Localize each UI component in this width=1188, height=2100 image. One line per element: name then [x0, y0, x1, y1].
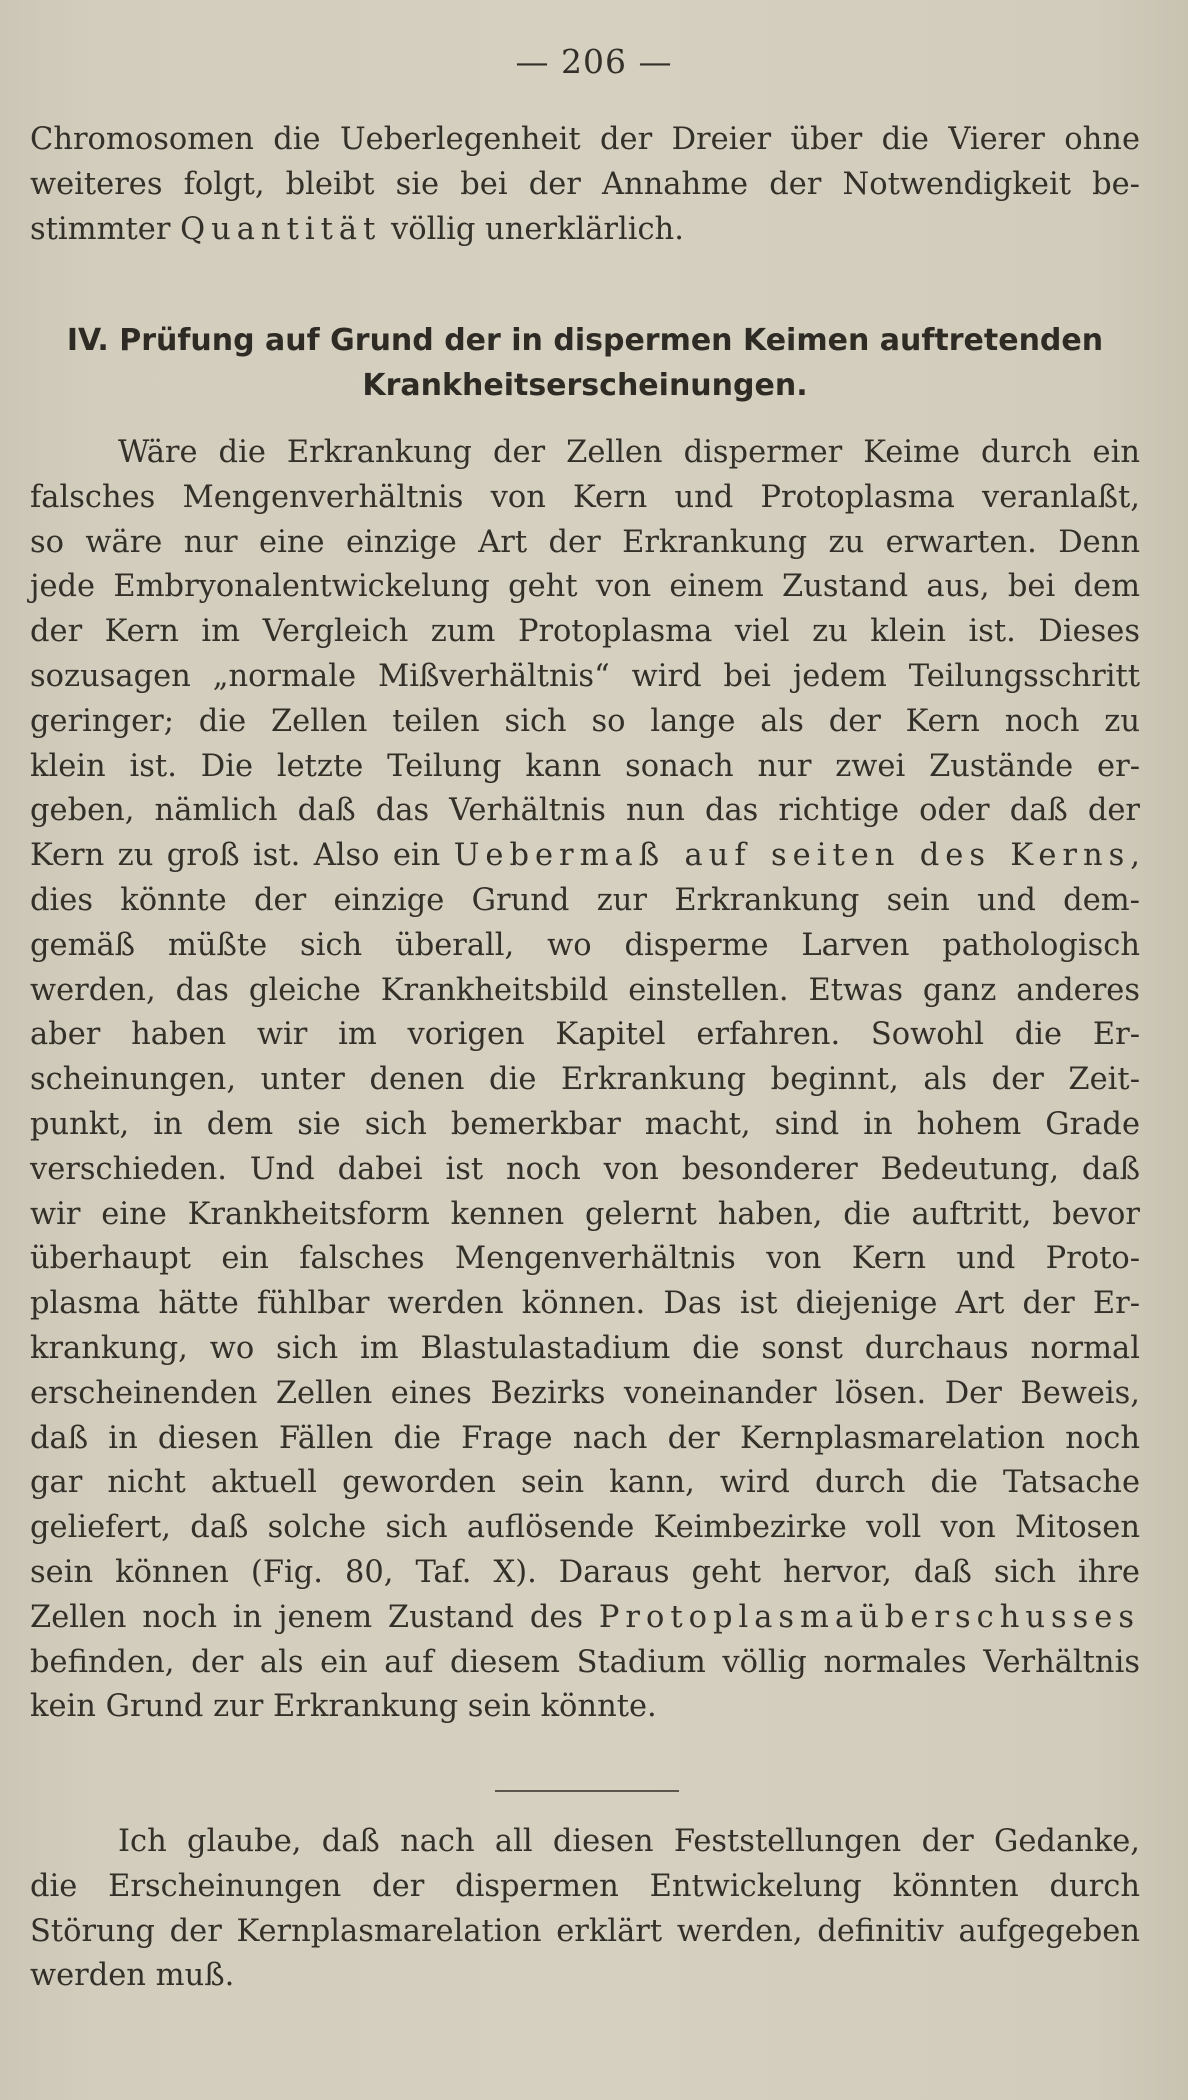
text-line: geben, nämlich daß das Verhältnis nun das richtige oder daß der	[30, 793, 1140, 829]
text-line: geringer; die Zellen teilen sich so lange als der Kern noch zu	[30, 703, 1140, 739]
text-line: sein können (Fig. 80, Taf. X). Daraus geht hervor, daß sich ihre	[30, 1554, 1140, 1590]
text-line: aber haben wir im vorigen Kapitel erfahren. Sowohl die Er-	[30, 1017, 1140, 1053]
text-line: werden, das gleiche Krankheitsbild einstellen. Etwas ganz anderes	[30, 972, 1140, 1008]
text-line: klein ist. Die letzte Teilung kann sonach nur zwei Zustände er-	[30, 748, 1140, 784]
text-line: gemäß müßte sich überall, wo disperme Larven pathologisch	[30, 927, 1140, 963]
text-line: punkt, in dem sie sich bemerkbar macht, sind in hohem Grade	[30, 1106, 1140, 1142]
section-heading	[30, 318, 1140, 408]
text-line: so wäre nur eine einzige Art der Erkrankung zu erwarten. Denn	[30, 524, 1140, 560]
spaced-emphasis: Uebermaß auf seiten des Kerns	[453, 838, 1131, 874]
main-paragraph	[30, 431, 1140, 1730]
spaced-emphasis: Quantität	[180, 211, 382, 247]
text-line: der Kern im Vergleich zum Protoplasma viel zu klein ist. Dieses	[30, 614, 1140, 650]
carryover-paragraph	[30, 118, 1140, 252]
text-line: Kern zu groß ist. Also ein Uebermaß auf seiten des Kerns,	[30, 838, 1140, 874]
text-line: falsches Mengenverhältnis von Kern und Protoplasma veranlaßt,	[30, 479, 1140, 515]
text-line: plasma hätte fühlbar werden können. Das ist diejenige Art der Er-	[30, 1286, 1140, 1322]
spaced-emphasis: Protoplasmaüberschusses	[598, 1599, 1140, 1635]
text-line: überhaupt ein falsches Mengenverhältnis von Kern und Proto-	[30, 1241, 1140, 1277]
text-line: Zellen noch in jenem Zustand des Protoplasmaüberschusses	[30, 1599, 1140, 1635]
text-line: werden muß.	[30, 1958, 235, 1994]
text-line: kein Grund zur Erkrankung sein könnte.	[30, 1689, 657, 1725]
heading-line-2: Krankheitserscheinungen.	[362, 368, 808, 403]
text-line: dies könnte der einzige Grund zur Erkrankung sein und dem-	[30, 882, 1140, 918]
text-line: befinden, der als ein auf diesem Stadium völlig normales Verhältnis	[30, 1644, 1140, 1680]
text-line: weiteres folgt, bleibt sie bei der Annahme der Notwendigkeit be-	[30, 166, 1140, 202]
text-line: jede Embryonalentwickelung geht von einem Zustand aus, bei dem	[30, 569, 1140, 605]
heading-line-1: IV. Prüfung auf Grund der in dispermen Keimen auftretenden	[66, 323, 1104, 358]
text-line: daß in diesen Fällen die Frage nach der Kernplasmarelation noch	[30, 1420, 1140, 1456]
text-line: verschieden. Und dabei ist noch von besonderer Bedeutung, daß	[30, 1151, 1140, 1187]
text-line: Ich glaube, daß nach all diesen Feststellungen der Gedanke,	[118, 1824, 1140, 1859]
text-line: krankung, wo sich im Blastulastadium die sonst durchaus normal	[30, 1330, 1140, 1366]
text-line: erscheinenden Zellen eines Bezirks voneinander lösen. Der Beweis,	[30, 1375, 1140, 1411]
text-line: sozusagen „normale Mißverhältnis“ wird bei jedem Teilungsschritt	[30, 658, 1140, 694]
conclusion-paragraph	[30, 1820, 1140, 1999]
text-line: Chromosomen die Ueberlegenheit der Dreier über die Vierer ohne	[30, 122, 1140, 157]
section-divider	[495, 1790, 679, 1792]
text-line: wir eine Krankheitsform kennen gelernt haben, die auftritt, bevor	[30, 1196, 1140, 1232]
text-line: geliefert, daß solche sich auflösende Keimbezirke voll von Mitosen	[30, 1510, 1140, 1546]
page-number: — 206 —	[515, 42, 673, 81]
text-line: die Erscheinungen der dispermen Entwickelung könnten durch	[30, 1868, 1140, 1904]
text-line: scheinungen, unter denen die Erkrankung beginnt, als der Zeit-	[30, 1062, 1140, 1098]
text-line: stimmter Quantität völlig unerklärlich.	[30, 211, 684, 247]
text-line: Störung der Kernplasmarelation erklärt werden, definitiv aufgegeben	[30, 1913, 1140, 1949]
text-line: Wäre die Erkrankung der Zellen dispermer Keime durch ein	[118, 435, 1140, 470]
text-line: gar nicht aktuell geworden sein kann, wird durch die Tatsache	[30, 1465, 1140, 1501]
